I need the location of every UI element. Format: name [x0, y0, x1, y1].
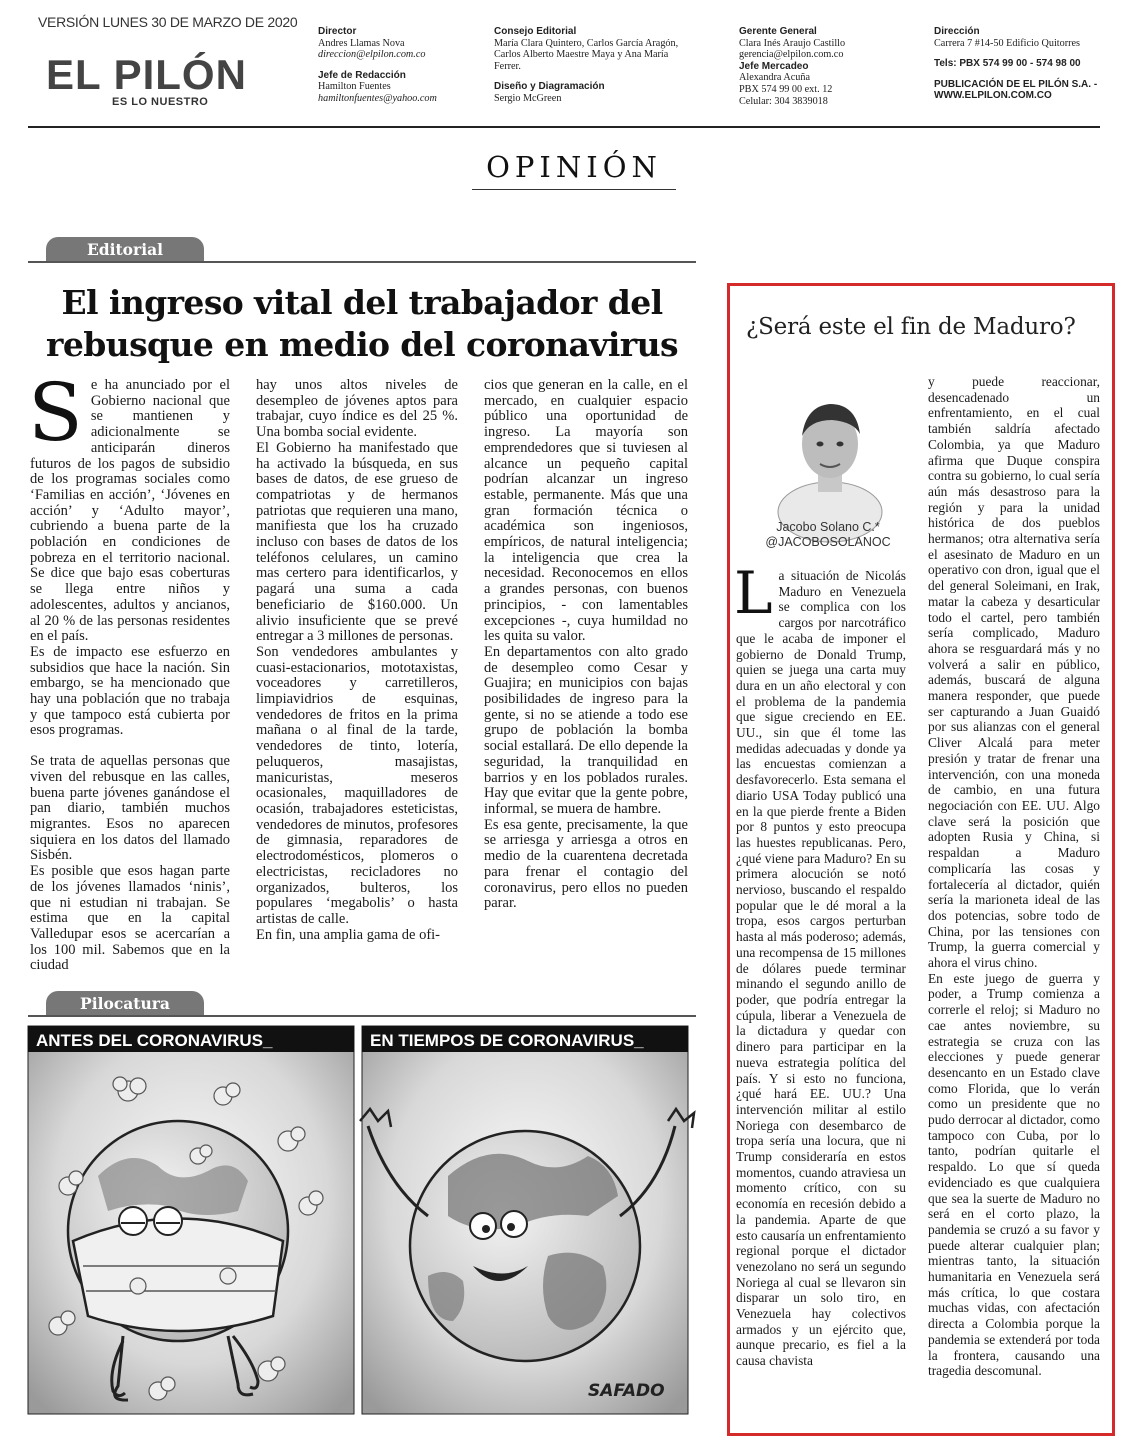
jefe-redaccion-email: hamiltonfuentes@yahoo.com — [318, 92, 437, 104]
editorial-tab-rule — [28, 261, 696, 263]
newspaper-tagline: ES LO NUESTRO — [112, 96, 209, 108]
column-title: ¿Será este el fin de Maduro? — [746, 314, 1076, 340]
headline-line-2: rebusque en medio del coronavirus — [46, 325, 678, 364]
editorial-col3-paragraph-1: cios que generan en la calle, en el mercado, en cualquier espacio público una oportunidad de ingreso. La mayoría son emprendedores que si tuviesen al alcance un pequeño capital podrían alcanzar un ingreso estable, permanente. Más que una gran formación técnica o académica son ingeniosos, empíricos, de natural inteligencia; la inteligencia que crea la necesidad. Reconocemos en ellos a grandes personas, con buenos principios, - con lamentables excepciones -, cuya humildad no les quita su valor. — [484, 377, 688, 645]
section-title: OPINIÓN — [486, 150, 662, 184]
editorial-col2-paragraph-3: Son vendedores ambulantes y cuasi-estacionarios, mototaxistas, voceadores y carretilleros, limpiavidrios de esquinas, vendedores de fritos en la prima mañana o al final de la tarde, vendedores de tinto, lotería, peluqueros, masajistas, manicuristas, meseros ocasionales, maquilladores de ocasión, trabajadores esteticistas, vendedores de minutos, profesores de gimnasia, reparadores de electrodomésticos, plomeros o electricistas, recicladores no organizados, bulteros, los populares ‘megabolis’ o hasta artistas de calle. — [256, 643, 458, 927]
editorial-col1-paragraph-4: Es posible que esos hagan parte de los jóvenes llamados ‘ninis’, que ni estudian ni trabajan. Se estima que en la capital Valledupar esos se acercarían a los 100 mil. Sabemos que en la ciudad — [30, 863, 230, 974]
pilocatura-tab: Pilocatura — [46, 991, 204, 1016]
jefe-redaccion-label: Jefe de Redacción — [318, 69, 406, 81]
consejo-label: Consejo Editorial — [494, 26, 577, 37]
cartoon-signature: SAFADO — [588, 1381, 665, 1401]
staff-block-consejo — [494, 26, 678, 105]
editorial-col2-paragraph-2: El Gobierno ha manifestado que ha activado la búsqueda, en sus bases de datos, de ese grueso de compatriotas y de hermanos patriotas que requieren una mano, manifiesta que los ha cruzado incluso con bases de datos de los teléfonos celulares, un camino mas certero para identificarlos, y pagará una suma a cada beneficiario de $160.000. Un alivio insuficiente que se prevé entregar a 3 millones de personas. — [256, 439, 458, 645]
opinion-col2-paragraph-2: En este juego de guerra y poder, a Trump comienza a correrle el reloj; si Maduro no cae antes noviembre, su estrategia se cruza con las elecciones y puede generar desencanto en un Estado clave como Florida, que lo verán como un presidente que no pudo derrocar al dictador, como tampoco con Cuba, por lo tanto, podrían quitarle el respaldo. Lo que sí queda evidenciado es que cualquiera que sea la suerte de Maduro no será en el corto plazo, la pandemia se cruzó a su favor y puede alterar cualquier plan; mientras tanto, la situación humanitaria en Venezuela será más crítica, lo que costara muchas vidas, con afectación directa a Colombia porque la pandemia se extenderá por toda la frontera, causando una tragedia descomunal. — [928, 970, 1100, 1379]
editorial-col3-paragraph-2: En departamentos con alto grado de desempleo como Cesar y Guajira; en municipios con bajas posibilidades de ingreso para la gente, si no se atiende a todo ese grupo de población la bomba social estallará. De ello depende la seguridad, la tranquilidad en barrios y en los poblados rurales. Hay que evitar que la gente pobre, informal, se muera de hambre. — [484, 643, 688, 817]
director-label: Director — [318, 26, 357, 37]
cartoon-svg — [28, 1026, 688, 1414]
newspaper-logo: EL PILÓN — [46, 51, 247, 98]
consejo-line-1: María Clara Quintero, Carlos García Aragón, — [494, 37, 679, 49]
director-name: Andres Llamas Nova — [318, 37, 405, 49]
direccion-label: Dirección — [934, 26, 980, 37]
website-link[interactable]: WWW.ELPILON.COM.CO — [934, 90, 1052, 102]
opinion-col1-text: a situación de Nicolás Maduro en Venezuela se complica con los cargos por narcotráfico que le acaba de imponer el gobierno de Donald Trump, quien se juega una carta muy dura en un año electoral y con el problema de la pandemia que sigue creciendo en EE. UU., sin que él tome las medidas adecuadas y donde ya las encuestas comienzan a desfavorecerlo. Esta semana el diario USA Today publicó una en la que pierde frente a Biden por 8 puntos y esto preocupa las huestes republicanas. Pero, ¿qué viene para Maduro? En su primera alocución se notó nervioso, buscando el respaldo popular que le dé moral a la tropa, esos cargos perturban hasta al más poderoso; además, una recompensa de 15 millones de dólares puede terminar minando el segundo anillo de poder, que podría entregar la cúpula, liberar a Venezuela de la dictadura y quedar con dinero para participar en la nueva estrategia política del país. Y si esto no funciona, ¿qué hará EE. UU.? Una intervención militar al estilo Noriega con desembarco de tropa sería una locura, que ni Trump consideraría en estos momentos, cuando atraviesa un momento crítico, con su economía en recesión debido a la pandemia. Aparte de que esto causaría un enfrentamiento regional porque el dictador venezolano no será un segundo Noriega al cual se llevaron sin disparar un solo tiro, en Venezuela hay colectivos armados y un ejército que, aunque precario, es fiel a la causa chavista — [736, 568, 906, 1369]
cartoon-left-caption: ANTES DEL CORONAVIRUS_ — [36, 1031, 273, 1050]
editorial-column-1 — [28, 366, 230, 974]
staff-block-direccion — [934, 26, 1097, 102]
author-byline — [738, 520, 918, 550]
editorial-tab: Editorial — [46, 237, 204, 262]
author-photo — [776, 392, 884, 516]
mercadeo-label: Jefe Mercadeo — [739, 60, 809, 72]
opinion-column-2 — [928, 374, 1100, 1426]
editorial-column-2 — [256, 378, 458, 964]
author-handle[interactable]: @JACOBOSOLANOC — [765, 535, 891, 549]
headline-line-1: El ingreso vital del trabajador del — [61, 283, 663, 322]
direccion-value: Carrera 7 #14-50 Edificio Quitorres — [934, 37, 1080, 49]
mercadeo-cel: Celular: 304 3839018 — [739, 95, 828, 107]
diseno-label: Diseño y Diagramación — [494, 81, 605, 93]
mercadeo-pbx: PBX 574 99 00 ext. 12 — [739, 83, 833, 95]
cartoon-right-caption: EN TIEMPOS DE CORONAVIRUS_ — [370, 1031, 644, 1050]
staff-block-gerente — [739, 26, 845, 107]
jefe-redaccion-name: Hamilton Fuentes — [318, 81, 391, 93]
telefonos: Tels: PBX 574 99 00 - 574 98 00 — [934, 58, 1081, 70]
opinion-column-1 — [734, 559, 906, 1426]
author-name: Jacobo Solano C.* — [776, 520, 880, 534]
mercadeo-name: Alexandra Acuña — [739, 72, 810, 84]
editorial-col1-paragraph-2: Es de impacto ese esfuerzo en subsidios que hace la nación. Sin embargo, se ha mencionado que hay una población que no trabaja y que tampoco está cubierta por esos programas. — [30, 643, 230, 739]
gerente-email: gerencia@elpilon.com.co — [739, 49, 844, 61]
consejo-line-2: Carlos Alberto Maestre Maya y Ana María — [494, 49, 669, 61]
edition-date: VERSIÓN LUNES 30 DE MARZO DE 2020 — [38, 14, 298, 30]
editorial-headline — [30, 282, 694, 366]
editorial-col2-paragraph-1: hay unos altos niveles de desempleo de jóvenes aptos para trabajar, cuyo índice es del 25 %. Una bomba social evidente. — [256, 377, 458, 441]
publicacion-line: PUBLICACIÓN DE EL PILÓN S.A. - — [934, 78, 1098, 90]
consejo-line-3: Ferrer. — [494, 60, 521, 72]
cartoon-illustration — [28, 1026, 688, 1414]
gerente-name: Clara Inés Araujo Castillo — [739, 37, 846, 49]
director-email: direccion@elpilon.com.co — [318, 49, 426, 61]
editorial-column-3 — [484, 378, 688, 964]
editorial-dropcap: S — [28, 366, 83, 459]
section-title-underline — [472, 189, 676, 190]
gerente-label: Gerente General — [739, 26, 817, 37]
editorial-col1-paragraph-3: Se trata de aquellas personas que viven del rebusque en las calles, buena parte jóvenes ganándose el pan diario, también muchos migrantes. Esos no aparecen siquiera en los datos del llamado Sisbén. — [30, 753, 230, 864]
editorial-col3-paragraph-3: Es esa gente, precisamente, la que se arriesga y arriesga a otros en medio de la cuarentena decretada para frenar el contagio del coronavirus, pero ellos no pueden parar. — [484, 816, 688, 912]
opinion-dropcap: L — [734, 559, 773, 627]
diseno-name: Sergio McGreen — [494, 92, 562, 104]
masthead-divider — [28, 126, 1100, 128]
opinion-col2-paragraph-1: y puede reaccionar, desencadenado un enfrentamiento, en el cual también saldría afectado Colombia, ya que Maduro afirma que Duque conspira contra su gobierno, lo cual sería aún más desastroso para la región y para la unidad histórica de dos pueblos hermanos; otra alternativa sería el asesinato de Maduro en un operativo con dron, igual que el del general Soleimani, en Irak, matar la cabeza y desarticular todo el cartel, pero también sería complicado, Maduro ahora se resguardará más y no volverá a salir en público, además, buscará de alguna manera responder, que puede ser capturando a Juan Guaidó por sus alianzas con el general Cliver Alcalá para meter presión y tratar de frenar una intervención, con una moneda de cambio, en una futura negociación con EE. UU. Algo clave será la posición que adopten Rusia y China, si respaldan a Maduro complicaría las cosas y fortalecería al dictador, quién sería la marioneta ideal de las dos potencias, sobre todo de China, por las tensiones con Trump, la guerra comercial y ahora el virus chino. — [928, 374, 1100, 971]
pilocatura-tab-rule — [28, 1015, 696, 1017]
staff-block-director — [318, 26, 437, 105]
editorial-col2-paragraph-4: En fin, una amplia gama de ofi- — [256, 926, 441, 943]
editorial-col1-paragraph-1: e ha anunciado por el Gobierno nacional que se mantienen y adicionalmente se anticiparán dineros futuros de los pagos de subsidio de los programas sociales como ‘Familias en acción’, ‘Jóvenes en acción’ y ‘Adulto mayor’, cubriendo a buena parte de la población en condiciones de pobreza en el territorio nacional. Se dice que bajo esas coberturas se llega entre niños y adolescentes, adultos y ancianos, al 20 % de las personas residentes en el país. — [30, 377, 230, 645]
